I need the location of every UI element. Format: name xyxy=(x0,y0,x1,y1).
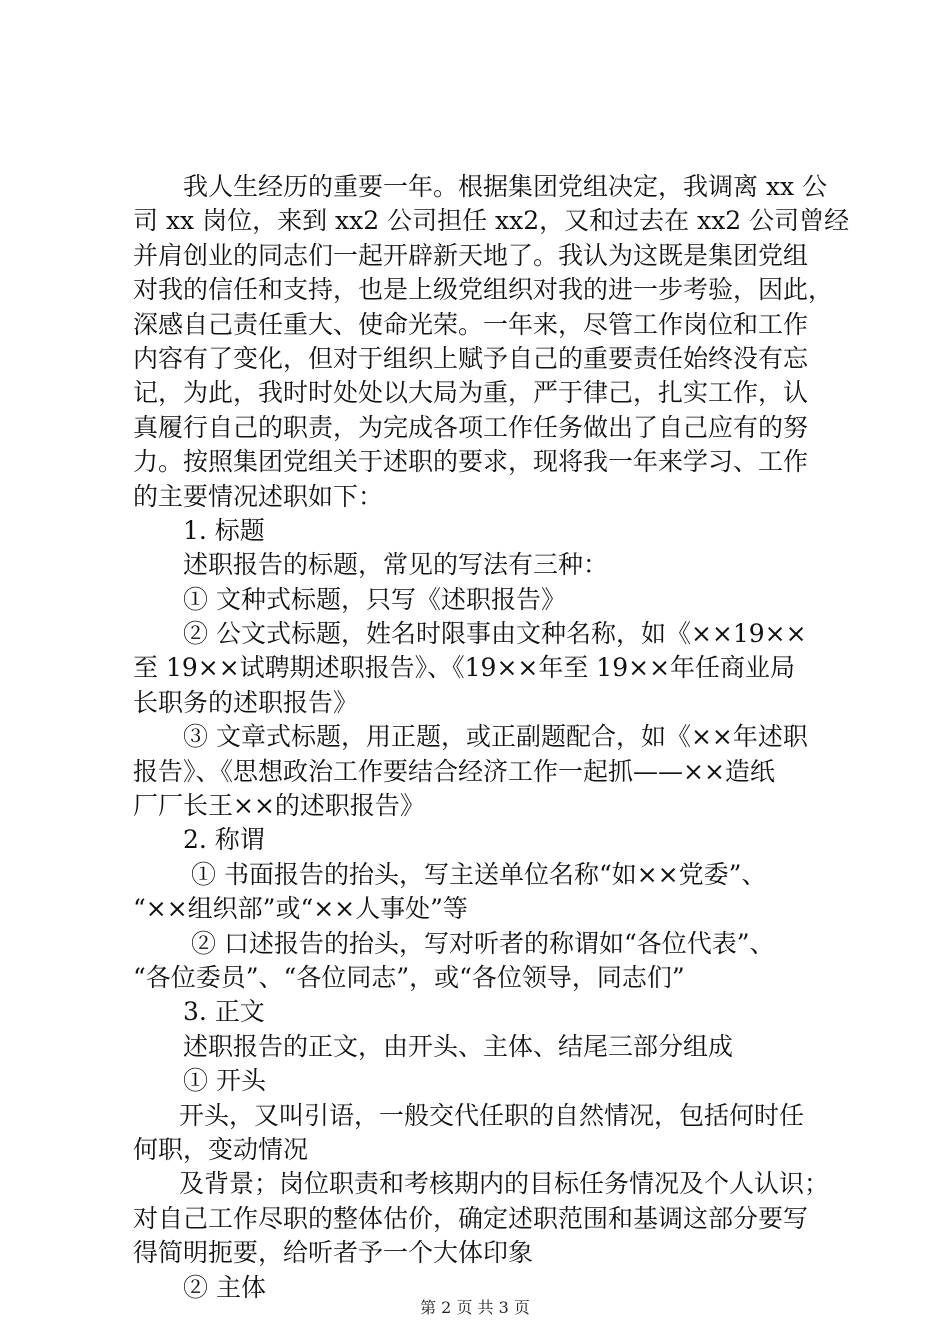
text-line: 述职报告的正文，由开头、主体、结尾三部分组成 xyxy=(183,1031,734,1061)
text-line: ① 开头 xyxy=(183,1066,266,1096)
text-line: 得简明扼要，给听者予一个大体印象 xyxy=(133,1238,534,1268)
text-line: 3. 正文 xyxy=(183,997,265,1027)
text-line: 1. 标题 xyxy=(183,515,265,545)
text-line: 并肩创业的同志们一起开辟新天地了。我认为这既是集团党组 xyxy=(133,240,809,270)
text-line: 的主要情况述职如下： xyxy=(133,481,384,511)
text-line: 厂厂长王××的述职报告》 xyxy=(133,791,425,821)
text-line: 力。按照集团党组关于述职的要求，现将我一年来学习、工作 xyxy=(133,447,809,477)
text-line: 何职，变动情况 xyxy=(133,1134,309,1164)
text-line: 至 19××试聘期述职报告》、《19××年至 19××年任商业局 xyxy=(133,653,796,683)
text-line: ② 公文式标题，姓名时限事由文种名称，如《××19×× xyxy=(183,619,807,649)
text-line: ② 口述报告的抬头，写对听者的称谓如“各位代表”、 xyxy=(191,928,775,958)
text-line: 司 xx 岗位，来到 xx2 公司担任 xx2，又和过去在 xx2 公司曾经 xyxy=(133,206,850,236)
text-line: ② 主体 xyxy=(183,1272,266,1302)
text-line: 开头，又叫引语，一般交代任职的自然情况，包括何时任 xyxy=(179,1100,805,1130)
text-line: 报告》、《思想政治工作要结合经济工作一起抓——××造纸 xyxy=(133,756,775,786)
text-line: 我人生经历的重要一年。根据集团党组决定，我调离 xx 公 xyxy=(183,172,828,201)
text-line: 对自己工作尽职的整体估价，确定述职范围和基调这部分要写 xyxy=(133,1203,809,1233)
text-line: ③ 文章式标题，用正题，或正副题配合，如《××年述职 xyxy=(183,722,808,752)
text-line: 内容有了变化，但对于组织上赋予自己的重要责任始终没有忘 xyxy=(133,343,809,373)
page-footer: 第 2 页 共 3 页 xyxy=(420,1298,530,1317)
text-line: 真履行自己的职责，为完成各项工作任务做出了自己应有的努 xyxy=(133,412,809,442)
document-body xyxy=(133,170,850,1305)
text-line: 对我的信任和支持，也是上级党组织对我的进一步考验，因此， xyxy=(133,275,834,305)
text-line: 及背景；岗位职责和考核期内的目标任务情况及个人认识； xyxy=(179,1169,830,1199)
text-line: “各位委员”、“各位同志”，或“各位领导，同志们” xyxy=(133,962,685,992)
text-line: 述职报告的标题，常见的写法有三种： xyxy=(183,550,609,580)
text-line: 记，为此，我时时处处以大局为重，严于律己，扎实工作，认 xyxy=(133,378,809,408)
text-line: ① 书面报告的抬头，写主送单位名称“如××党委”、 xyxy=(191,859,767,889)
text-line: 长职务的述职报告》 xyxy=(133,687,359,717)
text-line: 2. 称谓 xyxy=(183,825,265,855)
text-line: ① 文种式标题，只写《述职报告》 xyxy=(183,584,566,614)
text-line: “××组织部”或“××人事处”等 xyxy=(133,894,468,924)
text-line: 深感自己责任重大、使命光荣。一年来，尽管工作岗位和工作 xyxy=(133,309,809,339)
